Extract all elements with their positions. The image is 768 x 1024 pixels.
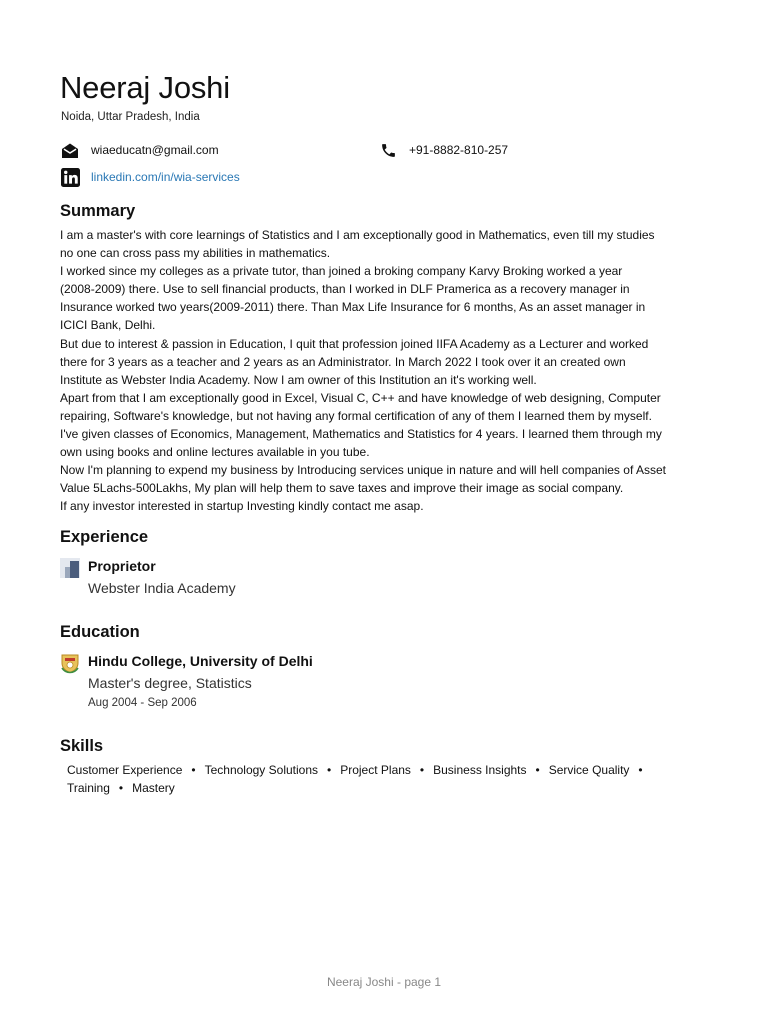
skills-heading: Skills	[60, 737, 104, 755]
college-crest-logo	[59, 652, 81, 674]
summary-line: Insurance worked two years(2009-2011) there. Than Max Life Insurance for 6 months, As an asset manager in	[60, 300, 646, 315]
experience-company: Webster India Academy	[88, 580, 236, 596]
skills-row	[67, 761, 707, 779]
education-school: Hindu College, University of Delhi	[88, 653, 313, 669]
summary-line: I am a master's with core learnings of Statistics and I am exceptionally good in Mathematics, even till my studies	[60, 228, 655, 242]
skill-separator: •	[638, 763, 643, 777]
summary-line: Now I'm planning to expend my business by Introducing services unique in nature and will hell companies of Asset	[60, 463, 666, 478]
summary-line: If any investor interested in startup Investing kindly contact me asap.	[60, 499, 424, 514]
phone-text: +91-8882-810-257	[409, 143, 509, 157]
company-logo	[60, 558, 80, 578]
experience-heading: Experience	[60, 528, 149, 546]
summary-line: there for 3 years as a teacher and 2 years as an Administrator. In March 2022 I took over it an created own	[60, 354, 626, 369]
envelope-open-icon	[60, 140, 80, 160]
skills-row	[67, 779, 707, 797]
phone-icon	[378, 140, 398, 160]
summary-line: I've given classes of Economics, Management, Mathematics and Statistics for 4 years. I learned them through my	[60, 427, 662, 442]
summary-line: Institute as Webster India Academy. Now I am owner of this Institution an it's working well.	[60, 372, 537, 387]
summary-line: Apart from that I am exceptionally good in Excel, Visual C, C++ and have knowledge of web designing, Computer	[60, 390, 661, 405]
skill-item: Mastery	[132, 781, 175, 795]
skill-item: Customer Experience	[67, 763, 183, 777]
experience-role: Proprietor	[88, 558, 156, 574]
summary-line: own using books and online lectures available in you tube.	[60, 445, 370, 460]
skill-separator: •	[419, 763, 425, 777]
skill-item: Project Plans	[340, 763, 411, 777]
education-degree: Master's degree, Statistics	[88, 675, 252, 691]
skills-list	[67, 761, 707, 797]
linkedin-link[interactable]: linkedin.com/in/wia-services	[91, 170, 240, 184]
contact-linkedin[interactable]	[60, 167, 240, 187]
skill-item: Service Quality	[548, 763, 630, 777]
summary-line: Value 5Lachs-500Lakhs, My plan will help them to save taxes and improve their image as social company.	[60, 481, 624, 496]
summary-line: But due to interest & passion in Education, I quit that profession joined IIFA Academy as a Lecturer and worked	[60, 336, 649, 351]
summary-text	[60, 226, 705, 516]
candidate-name: Neeraj Joshi	[60, 70, 230, 105]
summary-line: ICICI Bank, Delhi.	[60, 318, 156, 333]
email-text: wiaeducatn@gmail.com	[91, 143, 219, 157]
contact-email	[60, 140, 219, 160]
skill-item: Business Insights	[433, 763, 527, 777]
skill-item: Training	[67, 781, 110, 795]
summary-line: repairing, Software's knowledge, but not having any formal certification of any of them I learned them by myself.	[60, 408, 652, 423]
linkedin-icon	[60, 167, 80, 187]
education-dates: Aug 2004 - Sep 2006	[88, 697, 197, 709]
skill-separator: •	[118, 781, 124, 795]
skill-separator: •	[191, 763, 196, 777]
candidate-location: Noida, Uttar Pradesh, India	[61, 111, 200, 123]
skill-separator: •	[535, 763, 540, 777]
summary-line: no one can cross pass my abilities in mathematics.	[60, 246, 331, 261]
skill-separator: •	[327, 763, 332, 777]
summary-heading: Summary	[60, 202, 136, 220]
contact-phone	[378, 140, 508, 160]
summary-line: I worked since my colleges as a private tutor, than joined a broking company Karvy Broking worked a year	[60, 264, 623, 279]
summary-line: (2008-2009) there. Use to sell financial products, than I worked in DLF Pramerica as a recovery manager in	[60, 282, 630, 297]
skill-item: Technology Solutions	[204, 763, 319, 777]
page-footer: Neeraj Joshi - page 1	[326, 975, 442, 989]
education-heading: Education	[60, 623, 140, 641]
